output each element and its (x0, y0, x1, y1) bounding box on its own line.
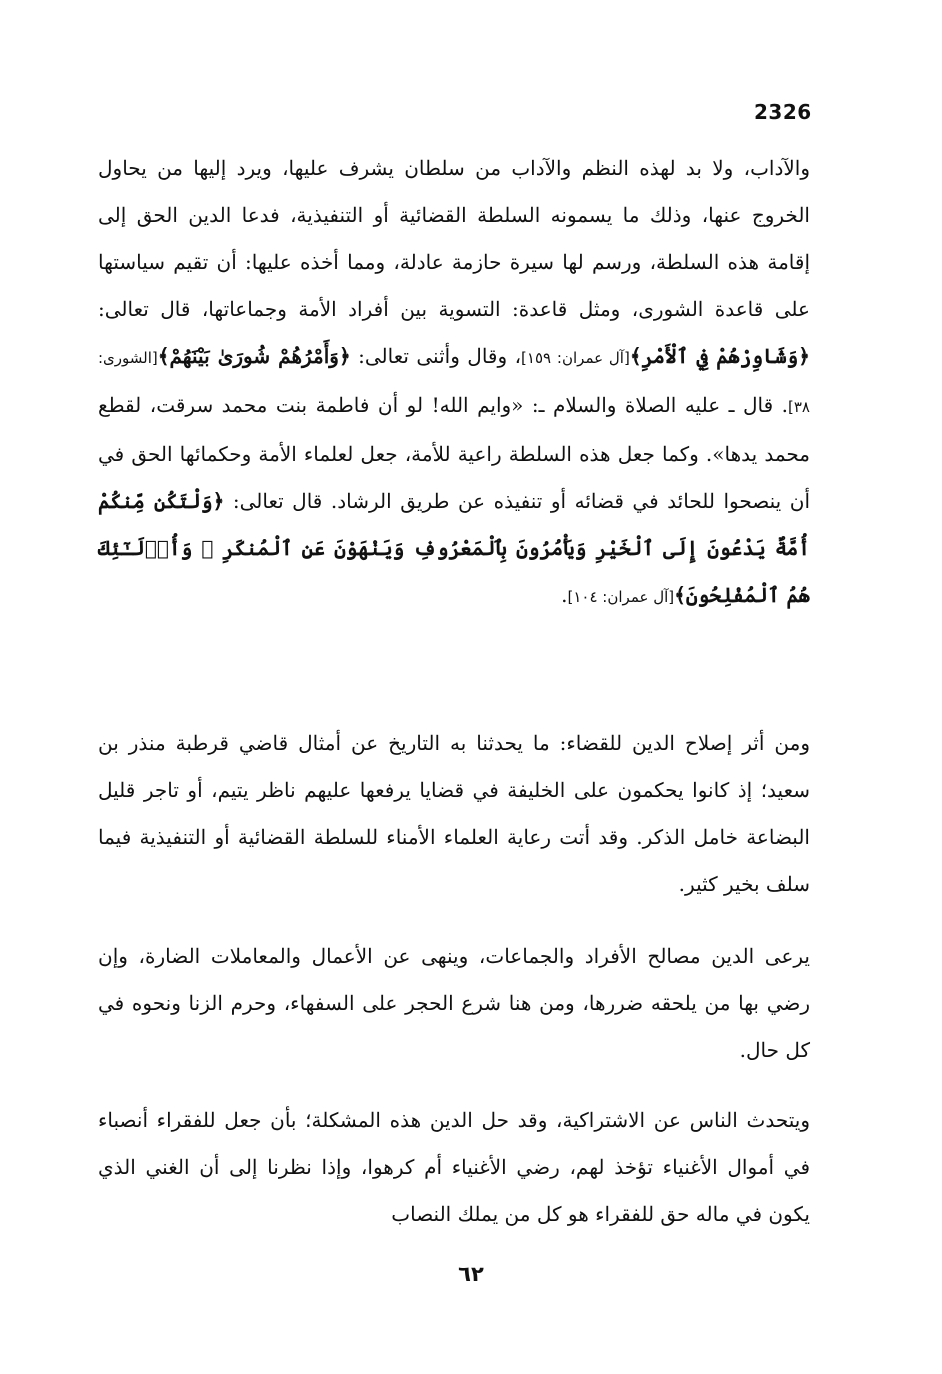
paragraph-text: ومن أثر إصلاح الدين للقضاء: ما يحدثنا به التاريخ عن أمثال قاضي قرطبة منذر بن سعيد؛ إذ كانوا يحكمون على الخليفة في قضايا يرفعها عليهم ناظر يتيم، أو تاجر قليل البضاعة خامل الذكر. وقد أتت رعاية العلماء الأمناء للسلطة القضائية أو التنفيذية فيما سلف بخير كثير. (98, 731, 810, 896)
text-segment: والآداب، ولا بد لهذه النظم والآداب من سلطان يشرف عليها، ويرد إليها من يحاول الخروج عنها، وذلك ما يسمونه السلطة القضائية أو التنفيذية، فدعا الدين الحق إلى إقامة هذه السلطة، ورسم لها سيرة حازمة عادلة، ومما أخذه عليها: أن تقيم سياستها على قاعدة الشورى، ومثل قاعدة: التسوية بين أفراد الأمة وجماعاتها، قال تعالى: (98, 156, 810, 321)
quran-verse-shura: ﴿وَأَمْرُهُمْ شُورَىٰ بَيْنَهُمْ﴾ (157, 344, 351, 368)
verse-citation: [الشورى: ٣٨] (98, 349, 810, 416)
quran-verse-enjoining-good: ﴿وَلْتَكُن مِّنكُمْ أُمَّةٌ يَدْعُونَ إِلَى ٱلْخَيْرِ وَيَأْمُرُونَ بِٱلْمَعْرُوفِ وَيَنْهَوْنَ عَنِ ٱلْمُنكَرِ ۚ وَأُو۟لَـٰٓئِكَ هُمُ ٱلْمُفْلِحُونَ﴾ (98, 489, 810, 607)
paragraph-text: ويتحدث الناس عن الاشتراكية، وقد حل الدين هذه المشكلة؛ بأن جعل للفقراء أنصباء في أموال الأغنياء تؤخذ لهم، رضي الأغنياء أم كرهوا، وإذا نظرنا إلى أن الغني الذي يكون في ماله حق للفقراء هو كل من يملك النصاب (98, 1108, 810, 1226)
paragraph-text (98, 145, 810, 621)
paragraph-authority (98, 145, 810, 621)
paragraph-judiciary (98, 720, 810, 908)
paragraph-text: يرعى الدين مصالح الأفراد والجماعات، وينهى عن الأعمال والمعاملات الضارة، وإن رضي بها من يلحقه ضررها، ومن هنا شرع الحجر على السفهاء، وحرم الزنا ونحوه في كل حال. (98, 944, 811, 1062)
verse-citation: [آل عمران: ١٠٤] (567, 588, 675, 606)
text-segment: . قال ـ عليه الصلاة والسلام ـ: «وايم الله! لو أن فاطمة بنت محمد سرقت، لقطع محمد يدها». وكما جعل هذه السلطة راعية للأمة، جعل لعلماء الأمة وحكمائها الحق في أن ينصحوا للحائد في قضائه أو تنفيذه عن طريق الرشاد. قال تعالى: (98, 393, 810, 513)
page-number: ٦٢ (458, 1262, 484, 1286)
text-segment: . (561, 583, 568, 607)
paragraph-welfare (98, 933, 810, 1074)
quran-verse-consultation: ﴿وَشَاوِرْهُمْ فِي ٱلْأَمْرِ﴾ (629, 344, 810, 368)
text-segment: ، وقال وأثنى تعالى: (350, 344, 522, 368)
paragraph-socialism (98, 1097, 810, 1238)
page-reference-number: 2326 (754, 100, 812, 124)
verse-citation: [آل عمران: ١٥٩] (521, 349, 630, 367)
